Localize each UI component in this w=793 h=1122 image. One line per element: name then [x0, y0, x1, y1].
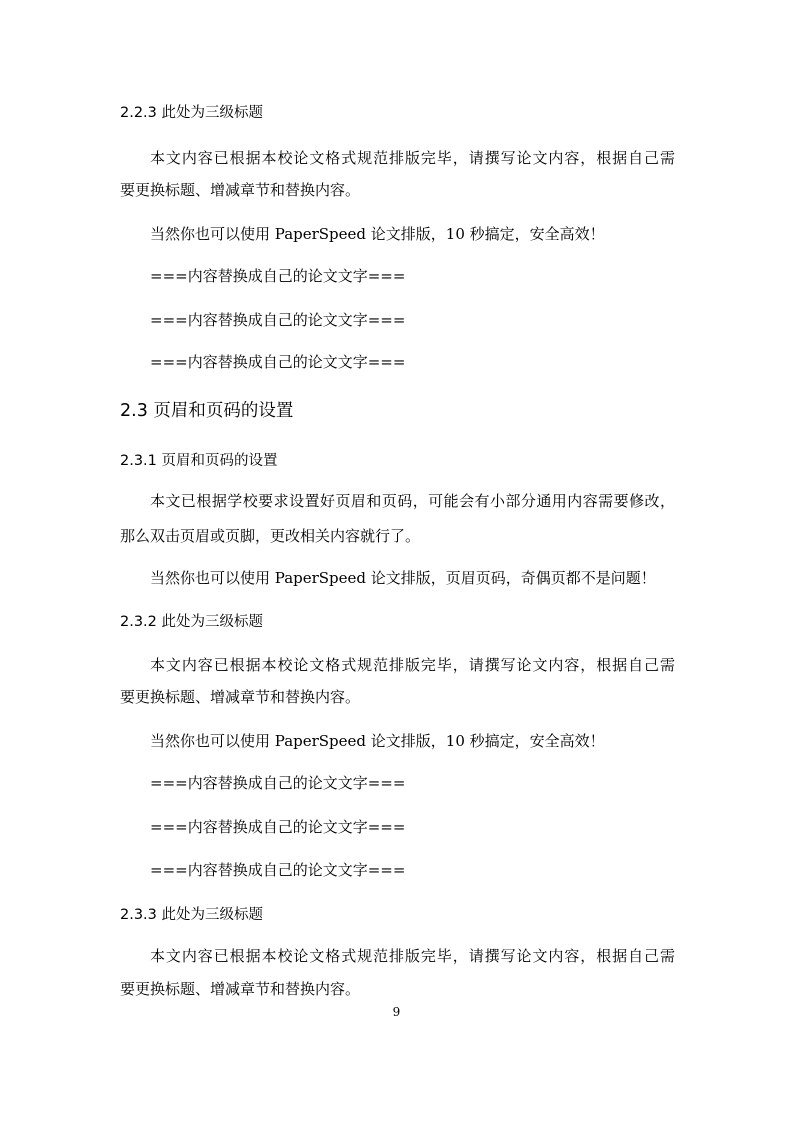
paragraph-line: 当然你也可以使用 PaperSpeed 论文排版，10 秒搞定，安全高效！ — [150, 225, 605, 243]
placeholder-line: ===内容替换成自己的论文文字=== — [150, 861, 406, 879]
page-number: 9 — [392, 1005, 401, 1019]
paragraph-line: 当然你也可以使用 PaperSpeed 论文排版，页眉页码，奇偶页都不是问题！ — [150, 569, 656, 587]
placeholder-line: ===内容替换成自己的论文文字=== — [150, 774, 406, 792]
paragraph-line: 那么双击页眉或页脚，更改相关内容就行了。 — [120, 527, 421, 545]
paragraph-line: 本文内容已根据本校论文格式规范排版完毕，请撰写论文内容，根据自己需 — [150, 149, 675, 167]
paragraph-line: 当然你也可以使用 PaperSpeed 论文排版，10 秒搞定，安全高效！ — [150, 732, 605, 750]
section-heading-2-3-2: 2.3.2 此处为三级标题 — [120, 614, 264, 630]
paragraph-line: 要更换标题、增减章节和替换内容。 — [120, 980, 361, 998]
placeholder-line: ===内容替换成自己的论文文字=== — [150, 818, 406, 836]
section-heading-2-3-3: 2.3.3 此处为三级标题 — [120, 907, 264, 923]
paragraph-line: 本文内容已根据本校论文格式规范排版完毕，请撰写论文内容，根据自己需 — [150, 656, 675, 674]
placeholder-line: ===内容替换成自己的论文文字=== — [150, 267, 406, 285]
section-heading-2-3-1: 2.3.1 页眉和页码的设置 — [120, 453, 278, 469]
paragraph-line: 本文已根据学校要求设置好页眉和页码，可能会有小部分通用内容需要修改， — [150, 492, 675, 510]
section-heading-2-3: 2.3 页眉和页码的设置 — [120, 401, 294, 421]
placeholder-line: ===内容替换成自己的论文文字=== — [150, 311, 406, 329]
section-heading-2-2-3: 2.2.3 此处为三级标题 — [120, 105, 264, 121]
placeholder-line: ===内容替换成自己的论文文字=== — [150, 353, 406, 371]
paragraph-line: 要更换标题、增减章节和替换内容。 — [120, 181, 361, 199]
paragraph-line: 要更换标题、增减章节和替换内容。 — [120, 688, 361, 706]
paragraph-line: 本文内容已根据本校论文格式规范排版完毕，请撰写论文内容，根据自己需 — [150, 947, 675, 965]
